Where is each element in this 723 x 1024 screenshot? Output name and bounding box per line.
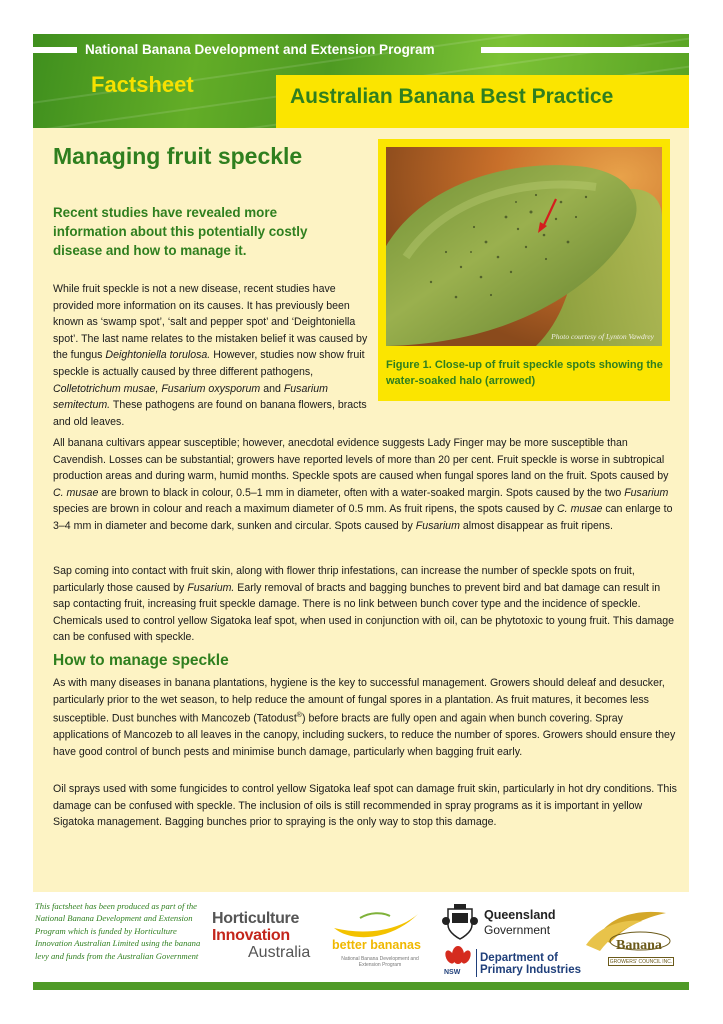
paragraph-sap-damage: Sap coming into contact with fruit skin, along with flower thrip infestations, can increase the number of speckle spots on fruit, particularly those caused by Fusarium. Early removal of bracts and bagging bunches to prevent bird and bat damage can result in sap contacting fruit, increasing fruit speckle damage. There is no link between bunch cover type and the incidence of speckle. Chemicals used to control yellow Sigatoka leaf spot, when used in conjunction with oil, can be phytotoxic to young fruit. This damage can be confused with speckle. — [53, 565, 675, 644]
paragraph-symptoms: All banana cultivars appear susceptible; however, anecdotal evidence suggests Lady Finger may be more susceptible than Cavendish. Losses can be substantial; growers have reported levels of more than 20 per cent. Fruit speckle is worse in subtropical production areas and during warm, humid months. Speckle spots are caused when fungal spores land on the fruit. Spots caused by C. musae are brown to black in colour, 0.5–1 mm in diameter, often with a water-soaked margin. Spots caused by the two Fusarium species are brown in colour and reach a maximum diameter of 0.5 mm. As fruit ripens, the spots caused by C. musae can enlarge to 3–4 mm in diameter and become dark, sunken and circular. Spots caused by Fusarium almost disappear as fruit ripens. — [53, 437, 673, 532]
article-intro: Recent studies have revealed more information about this potentially costly disease and how to manage it. — [53, 205, 308, 258]
paragraph-causes: While fruit speckle is not a new disease, recent studies have provided more information on its causes. It has previously been known as ‘swamp spot’, ‘salt and pepper spot’ and ‘Deightoniella spot’. The last name relates to the mistaken belief it was caused by the fungus Deightoniella torulosa. However, studies now show fruit speckle is actually caused by three different pathogens, Colletotrichum musae, Fusarium oxysporum and Fusarium semitectum. These pathogens are found on banana flowers, bracts and old leaves. — [53, 283, 368, 428]
waratah-icon — [440, 943, 476, 969]
footer-bar — [33, 982, 689, 990]
header-banner — [33, 34, 689, 128]
better-bananas-logo: better bananas National Banana Development and Extension Program — [330, 908, 426, 976]
paragraph-hygiene: As with many diseases in banana plantations, hygiene is the key to successful management. Growers should deleaf and desucker, particularly prior to the wet season, to help reduce the amount of fungal spores in a plantation. As fruit matures, it becomes less susceptible. Dust bunches with Mancozeb (Tatodust®) before bracts are fully open and again when bunch covering. Spray applications of Mancozeb to all leaves in the canopy, including suckers, to reduce the number of spores. Growers should ensure they have good control of bunch pests and minimise bunch damage, particularly when bagging fruit early. — [53, 677, 676, 758]
series-title-box — [276, 75, 689, 128]
nsw-dpi-logo: NSW Department of Primary Industries — [440, 943, 590, 979]
banana-photo-illustration — [386, 147, 662, 346]
banana-swoosh-icon — [330, 908, 426, 942]
program-title-bar-left — [33, 47, 77, 53]
article-title: Managing fruit speckle — [53, 143, 303, 169]
queensland-crest-icon — [440, 903, 480, 941]
factsheet-label: Factsheet — [91, 72, 194, 97]
paragraph-oil-sprays: Oil sprays used with some fungicides to control yellow Sigatoka leaf spot can damage fruit skin, particularly in hot dry conditions. This damage can be confused with speckle. The inclusion of oils is still recommended in spray programs as it is important in yellow Sigatoka management. Bagging bunches prior to spraying is the only way to stop this damage. — [53, 783, 677, 829]
horticulture-innovation-logo: Horticulture Innovation Australia — [212, 910, 311, 961]
logo-divider — [476, 949, 478, 977]
program-title-bar-right — [481, 47, 689, 53]
banana-speckle-photo — [386, 147, 662, 346]
photo-credit: Photo courtesy of Lynton Vawdrey — [551, 332, 654, 341]
figure-caption: Figure 1. Close-up of fruit speckle spots showing the water-soaked halo (arrowed) — [386, 359, 663, 387]
section-heading-manage: How to manage speckle — [53, 652, 229, 669]
funding-note: This factsheet has been produced as part of the National Banana Development and Extension Program which is funded by Horticulture Innovation Australian Limited using the banana levy and funds from the Australian Government — [35, 901, 201, 961]
queensland-government-logo: Queensland Government — [440, 903, 570, 943]
figure-1 — [378, 139, 670, 401]
australian-banana-growers-council-logo: Banana GROWERS' COUNCIL INC. — [580, 905, 680, 975]
program-title: National Banana Development and Extension Program — [85, 42, 435, 57]
series-title: Australian Banana Best Practice — [290, 85, 614, 108]
